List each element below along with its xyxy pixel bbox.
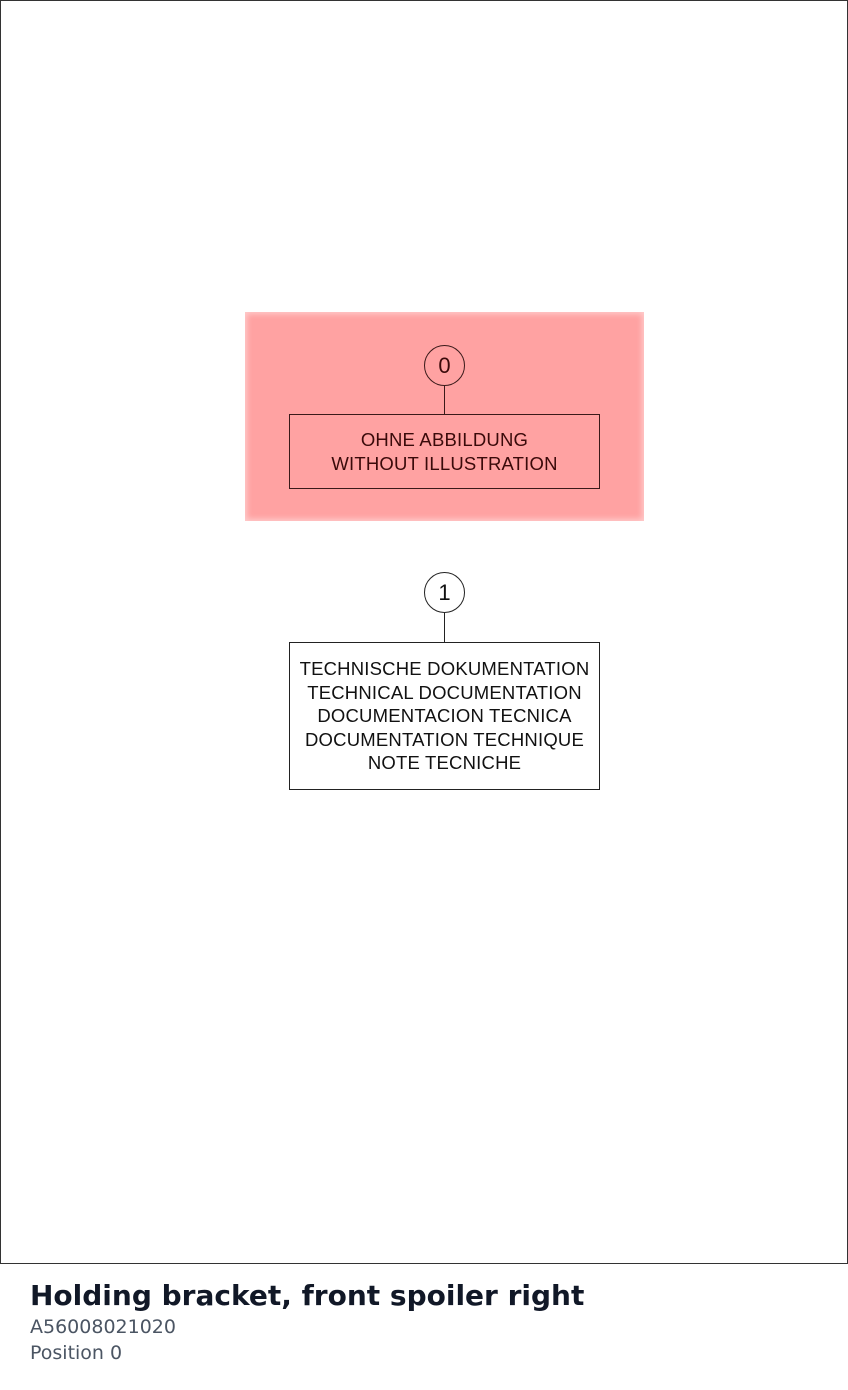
part-number: A56008021020 xyxy=(30,1316,176,1338)
callout-1-label-line: NOTE TECNICHE xyxy=(367,752,522,774)
callout-0-label-line: WITHOUT ILLUSTRATION xyxy=(331,452,558,474)
part-info xyxy=(30,1278,584,1366)
callout-0-label-box[interactable] xyxy=(289,414,600,489)
callout-1-number[interactable]: 1 xyxy=(424,572,465,613)
callout-1-label-line: TECHNICAL DOCUMENTATION xyxy=(307,681,582,703)
callout-1-label-box[interactable] xyxy=(289,642,600,790)
callout-1-label-line: DOCUMENTACION TECNICA xyxy=(317,705,572,727)
callout-1-label-line: DOCUMENTATION TECHNIQUE xyxy=(304,728,585,750)
callout-1-leader-line xyxy=(444,613,445,642)
part-position: Position 0 xyxy=(30,1342,123,1364)
callout-0-label-line: OHNE ABBILDUNG xyxy=(360,429,529,451)
part-title: Holding bracket, front spoiler right xyxy=(30,1279,585,1312)
callout-0-leader-line xyxy=(444,386,445,414)
callout-1-label-line: TECHNISCHE DOKUMENTATION xyxy=(299,658,590,680)
callout-0-number[interactable]: 0 xyxy=(424,345,465,386)
